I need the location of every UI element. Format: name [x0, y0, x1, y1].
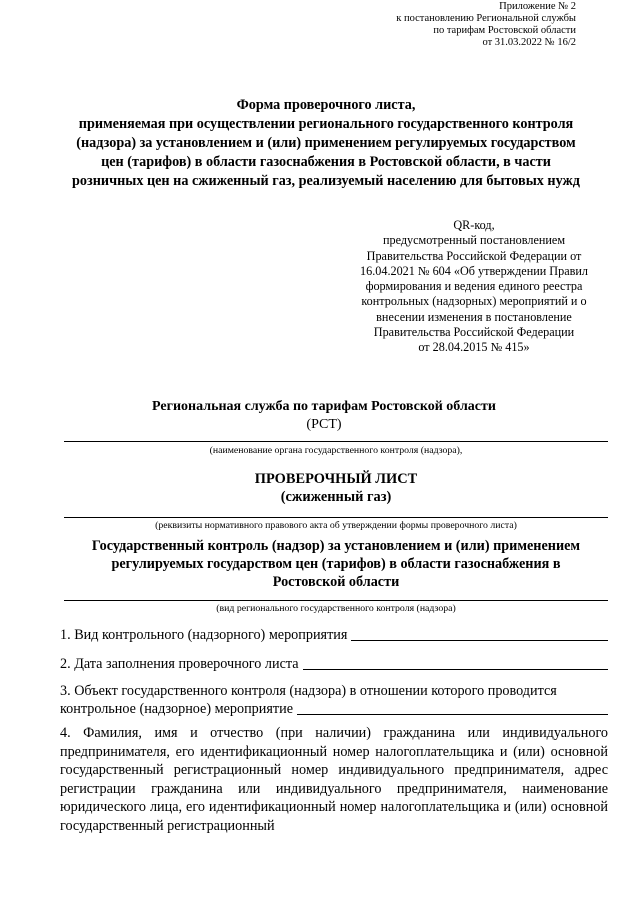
qr-code-note	[340, 218, 608, 356]
field-control-object-input[interactable]	[297, 714, 608, 715]
field-control-object-label: 3. Объект государственного контроля (надзора) в отношении которого проводится	[60, 683, 557, 699]
field-control-object-label-2: контрольное (надзорное) мероприятие	[60, 701, 293, 717]
organization-abbr: (РСТ)	[306, 417, 342, 432]
field-subject-details: 4. Фамилия, имя и отчество (при наличии) гражданина или индивидуального предпринимателя, его идентификационный номер налогоплательщика и (или) основной государственный регистрационный номер индивидуального предпринимателя, адрес регистрации гражданина или индивидуального предпринимателя, наименование юридического лица, его идентификационный номер налогоплательщика и (или) основной государственный регистрационный	[60, 725, 608, 834]
field-inspection-type-label: 1. Вид контрольного (надзорного) мероприятия	[60, 627, 348, 643]
field-inspection-type-input[interactable]	[351, 640, 608, 641]
qr-note-line: 16.04.2021 № 604 «Об утверждении Правил	[360, 263, 588, 278]
checklist-title-block	[64, 470, 608, 506]
control-type-underline	[64, 600, 608, 601]
appendix-line: по тарифам Ростовской области	[433, 25, 576, 36]
checklist-underline	[64, 517, 608, 518]
organization-block	[40, 398, 608, 434]
control-type-block	[64, 537, 608, 591]
form-title-line: (надзора) за установлением и (или) применением регулируемых государством	[76, 135, 576, 151]
form-title-line: Форма проверочного листа,	[236, 97, 416, 113]
appendix-line: от 31.03.2022 № 16/2	[482, 37, 576, 48]
qr-note-line: формирования и ведения единого реестра	[365, 279, 583, 294]
checklist-title: ПРОВЕРОЧНЫЙ ЛИСТ	[254, 471, 418, 487]
qr-note-line: предусмотренный постановлением	[382, 233, 566, 248]
organization-underline	[64, 441, 608, 442]
qr-note-line: контрольных (надзорных) мероприятий и о	[361, 294, 587, 309]
organization-caption: (наименование органа государственного контроля (надзора),	[209, 445, 463, 456]
organization-name: Региональная служба по тарифам Ростовской области	[152, 399, 496, 414]
control-type-line: регулируемых государством цен (тарифов) в области газоснабжения в	[111, 556, 561, 572]
field-fill-date-input[interactable]	[303, 669, 608, 670]
checklist-subtitle: (сжиженный газ)	[280, 489, 392, 505]
control-type-line: Ростовской области	[272, 574, 400, 590]
form-title-line: розничных цен на сжиженный газ, реализуемый населению для бытовых нужд	[72, 173, 580, 189]
control-type-caption: (вид регионального государственного контроля (надзора)	[216, 603, 456, 614]
qr-note-line: внесении изменения в постановление	[376, 309, 572, 324]
appendix-header	[396, 1, 576, 49]
form-title-line: применяемая при осуществлении регионального государственного контроля	[78, 116, 574, 132]
appendix-line: Приложение № 2	[499, 1, 576, 12]
qr-note-line: Правительства Российской Федерации	[373, 325, 575, 340]
qr-note-line: Правительства Российской Федерации от	[366, 248, 582, 263]
checklist-caption: (реквизиты нормативного правового акта об утверждении формы проверочного листа)	[155, 520, 517, 531]
control-type-line: Государственный контроль (надзор) за установлением и (или) применением	[91, 538, 581, 554]
field-fill-date	[60, 655, 608, 673]
field-fill-date-label: 2. Дата заполнения проверочного листа	[60, 656, 299, 672]
qr-note-line: QR-код,	[453, 218, 495, 232]
form-title-line: цен (тарифов) в области газоснабжения в Ростовской области, в части	[101, 154, 551, 170]
form-title	[56, 96, 596, 191]
qr-note-line: от 28.04.2015 № 415»	[418, 340, 530, 355]
field-inspection-type	[60, 626, 608, 644]
appendix-line: к постановлению Региональной службы	[396, 13, 576, 24]
field-control-object	[60, 682, 608, 718]
